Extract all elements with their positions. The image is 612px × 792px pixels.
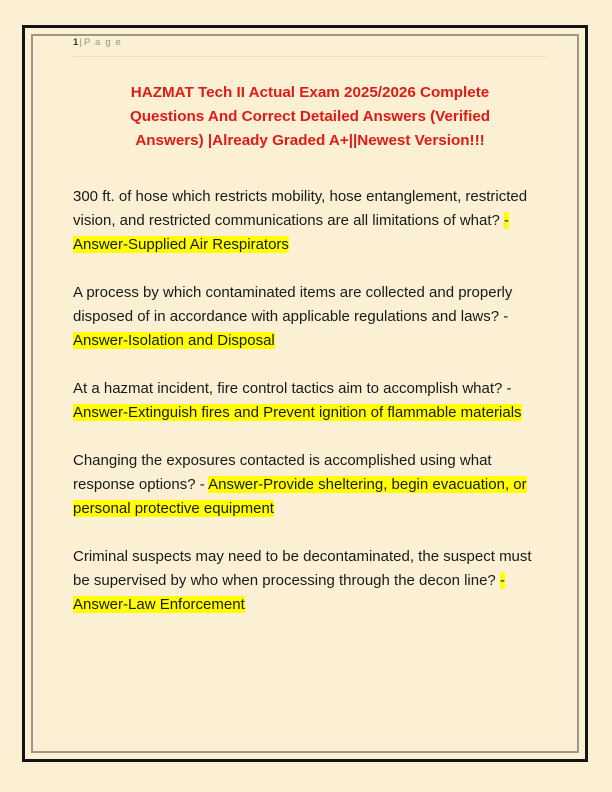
qa-separator: - bbox=[499, 308, 509, 325]
question-text: At a hazmat incident, fire control tactics aim to accomplish what? bbox=[73, 380, 503, 397]
answer-text: - Answer-Supplied Air Respirators bbox=[73, 212, 510, 253]
question-answer-list bbox=[73, 185, 547, 617]
answer-text: Answer-Provide sheltering, begin evacuation, or personal protective equipment bbox=[73, 476, 527, 517]
question-text: 300 ft. of hose which restricts mobility, hose entanglement, restricted vision, and restricted communications are all limitations of what? bbox=[73, 188, 528, 229]
qa-block bbox=[73, 377, 545, 425]
title-line-3: Answers) |Already Graded A+||Newest Version!!! bbox=[135, 132, 485, 149]
page-number: 1 bbox=[73, 37, 79, 48]
question-text: Changing the exposures contacted is accomplished using what response options? bbox=[73, 452, 492, 493]
qa-block bbox=[73, 185, 545, 257]
header-separator: | bbox=[79, 37, 82, 48]
answer-text: - Answer-Law Enforcement bbox=[73, 572, 505, 613]
qa-separator: - bbox=[195, 476, 209, 493]
document-title bbox=[85, 81, 535, 153]
answer-text: Answer-Extinguish fires and Prevent ignition of flammable materials bbox=[73, 404, 522, 421]
qa-block bbox=[73, 449, 545, 521]
question-text: A process by which contaminated items are collected and properly disposed of in accordance with applicable regulations and laws? bbox=[73, 284, 513, 325]
page-label: P a g e bbox=[83, 37, 122, 48]
page-content bbox=[25, 28, 585, 759]
running-header bbox=[73, 37, 547, 57]
qa-separator: - bbox=[502, 380, 512, 397]
answer-text: Answer-Isolation and Disposal bbox=[73, 332, 275, 349]
document-page-frame bbox=[22, 25, 588, 762]
qa-block bbox=[73, 281, 545, 353]
question-text: Criminal suspects may need to be decontaminated, the suspect must be supervised by who when processing through the decon line? bbox=[73, 548, 532, 589]
qa-block bbox=[73, 545, 545, 617]
title-line-1: HAZMAT Tech II Actual Exam 2025/2026 Complete bbox=[130, 84, 490, 101]
title-line-2: Questions And Correct Detailed Answers (Verified bbox=[129, 108, 491, 125]
